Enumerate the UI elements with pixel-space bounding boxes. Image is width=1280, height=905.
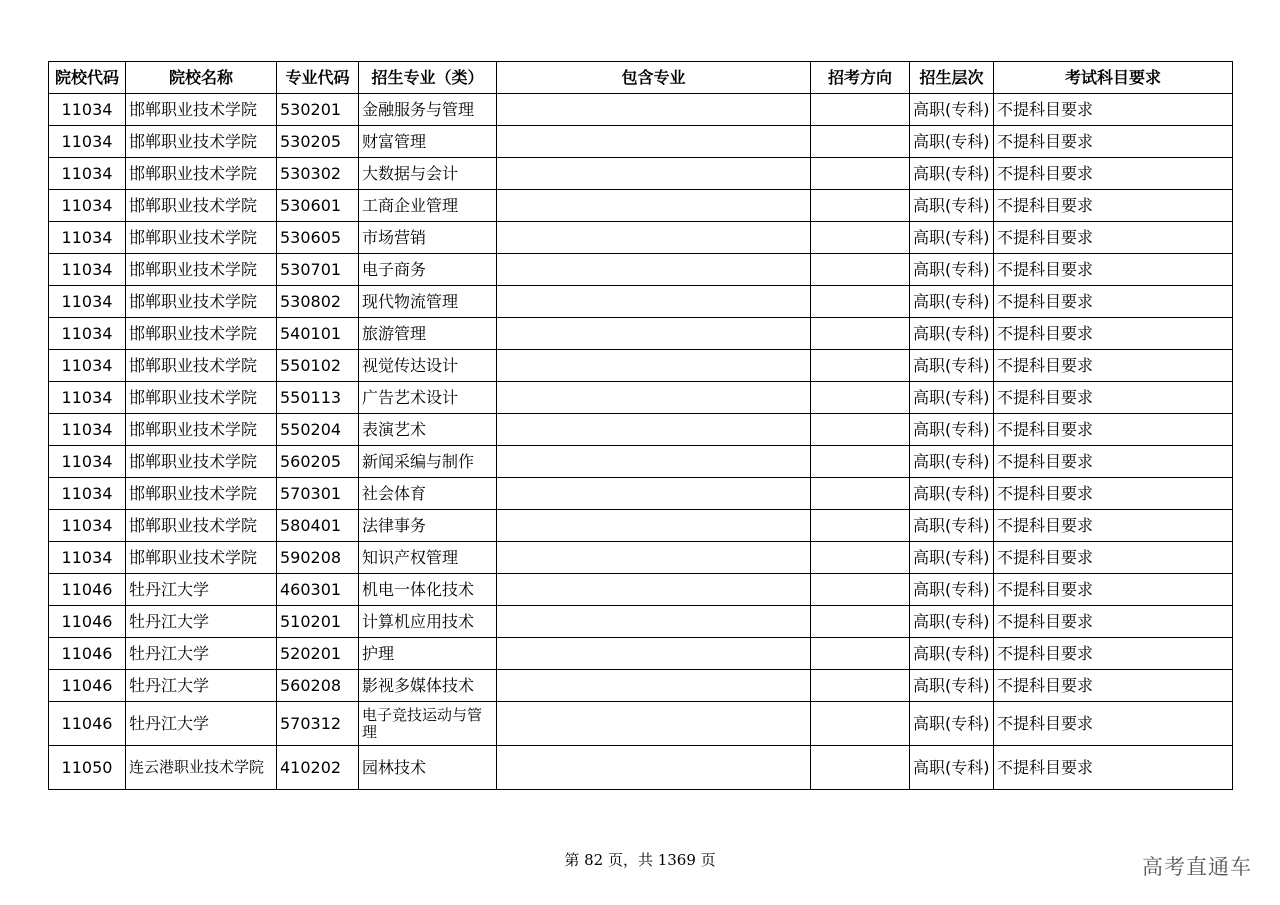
cell-subject-requirement: 不提科目要求 [994,94,1233,126]
cell-school-code: 11034 [49,126,126,158]
cell-direction [811,574,910,606]
table-row [49,190,1233,222]
cell-school-code: 11034 [49,542,126,574]
cell-subject-requirement: 不提科目要求 [994,574,1233,606]
cell-school-name: 邯郸职业技术学院 [126,158,277,190]
cell-major-name: 计算机应用技术 [359,606,497,638]
cell-level: 高职(专科) [910,638,994,670]
table-row [49,158,1233,190]
table-row [49,510,1233,542]
cell-direction [811,670,910,702]
cell-school-name: 邯郸职业技术学院 [126,254,277,286]
cell-level: 高职(专科) [910,350,994,382]
table-row [49,478,1233,510]
cell-included-majors [497,286,811,318]
cell-school-name: 邯郸职业技术学院 [126,318,277,350]
cell-included-majors [497,606,811,638]
table-row [49,542,1233,574]
cell-school-code: 11034 [49,478,126,510]
cell-school-code: 11046 [49,670,126,702]
cell-school-code: 11034 [49,94,126,126]
cell-school-name: 邯郸职业技术学院 [126,94,277,126]
cell-subject-requirement: 不提科目要求 [994,510,1233,542]
cell-major-name: 电子商务 [359,254,497,286]
cell-level: 高职(专科) [910,478,994,510]
cell-level: 高职(专科) [910,254,994,286]
cell-direction [811,414,910,446]
table-row [49,638,1233,670]
cell-major-name: 大数据与会计 [359,158,497,190]
cell-school-name: 邯郸职业技术学院 [126,350,277,382]
cell-direction [811,702,910,746]
cell-major-code: 520201 [277,638,359,670]
cell-major-name: 旅游管理 [359,318,497,350]
cell-major-code: 460301 [277,574,359,606]
page-number: 第 82 页，共 1369 页 [564,851,716,869]
header-included-majors: 包含专业 [497,62,811,94]
cell-included-majors [497,222,811,254]
cell-school-name: 连云港职业技术学院 [126,746,277,790]
table-body [49,94,1233,790]
header-direction: 招考方向 [811,62,910,94]
cell-school-code: 11034 [49,254,126,286]
cell-school-code: 11034 [49,382,126,414]
cell-level: 高职(专科) [910,382,994,414]
header-subject-requirement: 考试科目要求 [994,62,1233,94]
table-row [49,254,1233,286]
cell-level: 高职(专科) [910,746,994,790]
cell-school-name: 邯郸职业技术学院 [126,126,277,158]
cell-level: 高职(专科) [910,286,994,318]
cell-included-majors [497,446,811,478]
cell-school-name: 邯郸职业技术学院 [126,382,277,414]
cell-major-code: 560208 [277,670,359,702]
cell-level: 高职(专科) [910,670,994,702]
cell-included-majors [497,94,811,126]
cell-level: 高职(专科) [910,574,994,606]
cell-major-name: 现代物流管理 [359,286,497,318]
cell-direction [811,158,910,190]
table-row [49,222,1233,254]
table-row [49,350,1233,382]
cell-included-majors [497,190,811,222]
table-row [49,670,1233,702]
cell-major-code: 550113 [277,382,359,414]
cell-direction [811,478,910,510]
cell-major-code: 570312 [277,702,359,746]
cell-level: 高职(专科) [910,510,994,542]
table-row [49,318,1233,350]
cell-included-majors [497,126,811,158]
cell-included-majors [497,350,811,382]
cell-included-majors [497,542,811,574]
cell-subject-requirement: 不提科目要求 [994,446,1233,478]
cell-school-name: 邯郸职业技术学院 [126,446,277,478]
cell-subject-requirement: 不提科目要求 [994,414,1233,446]
cell-direction [811,510,910,542]
cell-level: 高职(专科) [910,222,994,254]
cell-level: 高职(专科) [910,446,994,478]
cell-major-code: 550102 [277,350,359,382]
cell-direction [811,446,910,478]
table-row [49,286,1233,318]
cell-level: 高职(专科) [910,158,994,190]
cell-subject-requirement: 不提科目要求 [994,350,1233,382]
header-level: 招生层次 [910,62,994,94]
table-row [49,606,1233,638]
cell-major-name: 财富管理 [359,126,497,158]
cell-major-name: 护理 [359,638,497,670]
cell-school-code: 11034 [49,414,126,446]
table-row [49,574,1233,606]
cell-major-name: 影视多媒体技术 [359,670,497,702]
cell-subject-requirement: 不提科目要求 [994,746,1233,790]
cell-direction [811,318,910,350]
cell-school-code: 11034 [49,286,126,318]
cell-level: 高职(专科) [910,702,994,746]
cell-included-majors [497,638,811,670]
cell-subject-requirement: 不提科目要求 [994,190,1233,222]
header-major-name: 招生专业（类） [359,62,497,94]
cell-level: 高职(专科) [910,190,994,222]
header-school-code: 院校代码 [49,62,126,94]
cell-included-majors [497,746,811,790]
cell-major-code: 540101 [277,318,359,350]
cell-subject-requirement: 不提科目要求 [994,670,1233,702]
cell-school-name: 邯郸职业技术学院 [126,414,277,446]
cell-major-code: 580401 [277,510,359,542]
cell-school-code: 11034 [49,190,126,222]
cell-major-code: 550204 [277,414,359,446]
cell-level: 高职(专科) [910,126,994,158]
cell-subject-requirement: 不提科目要求 [994,286,1233,318]
cell-included-majors [497,158,811,190]
cell-school-code: 11046 [49,574,126,606]
cell-included-majors [497,574,811,606]
cell-direction [811,350,910,382]
cell-school-name: 邯郸职业技术学院 [126,542,277,574]
cell-included-majors [497,318,811,350]
cell-major-name: 知识产权管理 [359,542,497,574]
cell-school-code: 11034 [49,350,126,382]
cell-major-name: 工商企业管理 [359,190,497,222]
cell-level: 高职(专科) [910,414,994,446]
cell-major-code: 530601 [277,190,359,222]
cell-school-name: 邯郸职业技术学院 [126,510,277,542]
watermark: 高考直通车 [1142,855,1252,879]
table-row [49,414,1233,446]
cell-subject-requirement: 不提科目要求 [994,702,1233,746]
cell-school-name: 牡丹江大学 [126,670,277,702]
cell-major-code: 560205 [277,446,359,478]
cell-direction [811,606,910,638]
cell-major-code: 530605 [277,222,359,254]
cell-subject-requirement: 不提科目要求 [994,318,1233,350]
cell-major-code: 570301 [277,478,359,510]
cell-school-code: 11046 [49,606,126,638]
cell-direction [811,746,910,790]
cell-major-code: 530701 [277,254,359,286]
cell-major-code: 510201 [277,606,359,638]
header-major-code: 专业代码 [277,62,359,94]
cell-school-code: 11034 [49,510,126,542]
cell-school-name: 邯郸职业技术学院 [126,190,277,222]
cell-level: 高职(专科) [910,94,994,126]
cell-major-name: 视觉传达设计 [359,350,497,382]
cell-subject-requirement: 不提科目要求 [994,542,1233,574]
cell-school-code: 11046 [49,702,126,746]
cell-subject-requirement: 不提科目要求 [994,126,1233,158]
cell-school-code: 11046 [49,638,126,670]
table-row [49,702,1233,746]
cell-major-name: 金融服务与管理 [359,94,497,126]
cell-subject-requirement: 不提科目要求 [994,606,1233,638]
cell-major-code: 530802 [277,286,359,318]
cell-major-name: 社会体育 [359,478,497,510]
cell-major-code: 410202 [277,746,359,790]
cell-direction [811,126,910,158]
cell-major-code: 530302 [277,158,359,190]
cell-direction [811,222,910,254]
cell-subject-requirement: 不提科目要求 [994,382,1233,414]
cell-subject-requirement: 不提科目要求 [994,158,1233,190]
cell-major-name: 广告艺术设计 [359,382,497,414]
cell-major-code: 530201 [277,94,359,126]
enrollment-table [48,61,1233,790]
cell-included-majors [497,510,811,542]
cell-school-code: 11034 [49,318,126,350]
cell-major-name: 法律事务 [359,510,497,542]
cell-school-name: 牡丹江大学 [126,638,277,670]
cell-major-name: 新闻采编与制作 [359,446,497,478]
cell-direction [811,254,910,286]
cell-direction [811,286,910,318]
cell-school-name: 邯郸职业技术学院 [126,286,277,318]
cell-major-code: 530205 [277,126,359,158]
cell-subject-requirement: 不提科目要求 [994,478,1233,510]
cell-subject-requirement: 不提科目要求 [994,222,1233,254]
cell-school-name: 牡丹江大学 [126,702,277,746]
cell-subject-requirement: 不提科目要求 [994,254,1233,286]
cell-direction [811,190,910,222]
cell-included-majors [497,670,811,702]
cell-school-code: 11050 [49,746,126,790]
cell-school-name: 牡丹江大学 [126,574,277,606]
cell-major-name: 机电一体化技术 [359,574,497,606]
table-row [49,446,1233,478]
cell-direction [811,94,910,126]
table-row [49,382,1233,414]
cell-school-code: 11034 [49,158,126,190]
cell-major-name: 表演艺术 [359,414,497,446]
cell-school-name: 邯郸职业技术学院 [126,222,277,254]
cell-level: 高职(专科) [910,318,994,350]
cell-school-code: 11034 [49,446,126,478]
cell-included-majors [497,414,811,446]
table-row [49,746,1233,790]
cell-included-majors [497,382,811,414]
cell-direction [811,638,910,670]
cell-included-majors [497,702,811,746]
cell-school-code: 11034 [49,222,126,254]
cell-school-name: 牡丹江大学 [126,606,277,638]
header-school-name: 院校名称 [126,62,277,94]
cell-direction [811,382,910,414]
cell-level: 高职(专科) [910,606,994,638]
cell-direction [811,542,910,574]
cell-included-majors [497,254,811,286]
table-row [49,94,1233,126]
cell-subject-requirement: 不提科目要求 [994,638,1233,670]
cell-school-name: 邯郸职业技术学院 [126,478,277,510]
cell-level: 高职(专科) [910,542,994,574]
cell-major-name: 电子竞技运动与管理 [359,702,497,746]
header-row [49,62,1233,94]
cell-major-name: 园林技术 [359,746,497,790]
cell-major-code: 590208 [277,542,359,574]
table-row [49,126,1233,158]
cell-major-name: 市场营销 [359,222,497,254]
cell-included-majors [497,478,811,510]
